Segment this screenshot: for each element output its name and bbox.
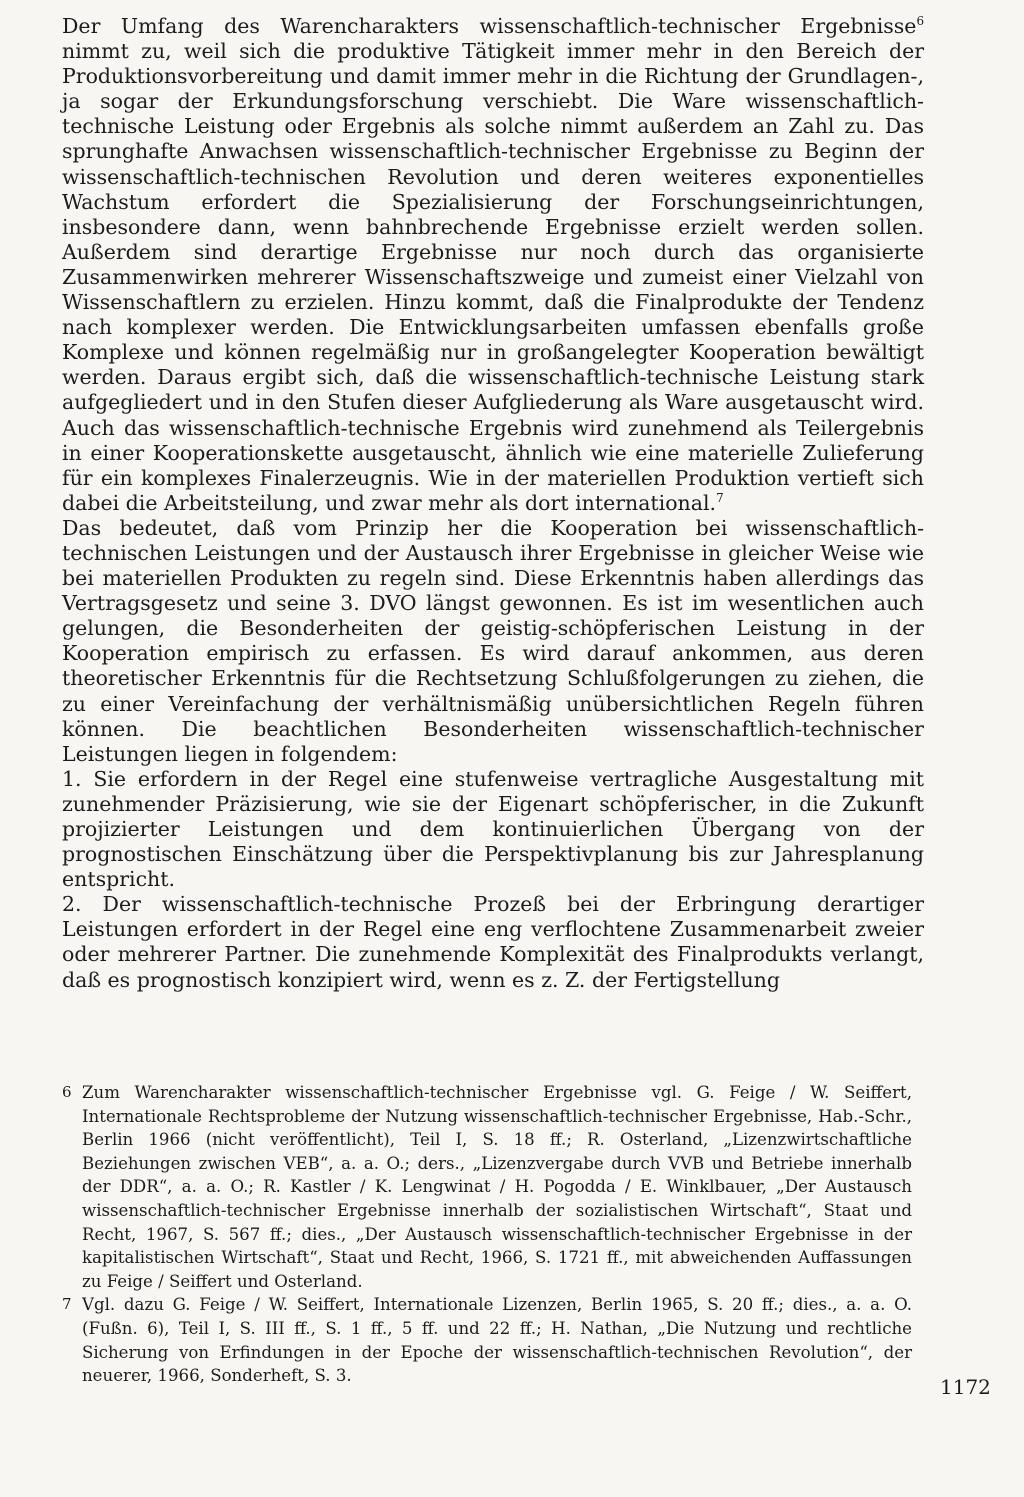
- paragraph-2: Das bedeutet, daß vom Prinzip her die Kooperation bei wissenschaftlich-technischen Leistungen und der Austausch ihrer Ergebnisse in gleicher Weise wie bei materiellen Produkten zu regeln sind. Diese Erkenntnis haben allerdings das Vertragsgesetz und seine 3. DVO längst gewonnen. Es ist im wesentlichen auch gelungen, die Besonderheiten der geistig-schöpferischen Leistung in der Kooperation empirisch zu erfassen. Es wird darauf ankommen, aus deren theoretischer Erkenntnis für die Rechtsetzung Schlußfolgerungen zu ziehen, die zu einer Vereinfachung der verhältnismäßig unübersichtlichen Regeln führen können. Die beachtlichen Besonderheiten wissenschaftlich-technischer Leistungen liegen in folgendem:: [62, 515, 924, 766]
- list-item-2: 2. Der wissenschaftlich-technische Prozeß bei der Erbringung derartiger Leistungen erfordert in der Regel eine eng verflochtene Zusammenarbeit zweier oder mehrerer Partner. Die zunehmende Komplexität des Finalprodukts verlangt, daß es prognostisch konzipiert wird, wenn es z. Z. der Fertigstellung: [62, 892, 924, 992]
- footnote-6: [62, 1081, 912, 1293]
- list-item-1: 1. Sie erfordern in der Regel eine stufenweise vertragliche Ausgestaltung mit zunehmender Präzisierung, wie sie der Eigenart schöpferischer, in die Zukunft projizierter Leistungen und dem kontinuierlichen Übergang von der prognostischen Einschätzung über die Perspektivplanung bis zur Jahresplanung entspricht.: [62, 766, 924, 892]
- footnote-7-mark: 7: [62, 1295, 72, 1314]
- footnote-6-mark: 6: [62, 1083, 72, 1101]
- footnote-ref-7[interactable]: 7: [716, 490, 724, 505]
- paragraph-1-text: Der Umfang des Warencharakters wissenschaftlich-technischer Ergebnisse: [62, 14, 917, 38]
- paragraph-1: [62, 14, 924, 516]
- footnote-7: [62, 1293, 912, 1387]
- main-text: [62, 14, 924, 993]
- footnote-ref-6[interactable]: 6: [916, 14, 924, 29]
- page-body: [62, 14, 924, 993]
- paragraph-1-rest: nimmt zu, weil sich die produktive Tätigkeit immer mehr in den Bereich der Produktionsvorbereitung und damit immer mehr in die Richtung der Grundlagen-, ja sogar der Erkundungsforschung verschiebt. Die Ware wissenschaftlich-technische Leistung oder Ergebnis als solche nimmt außerdem an Zahl zu. Das sprunghafte Anwachsen wissenschaftlich-technischer Ergebnisse zu Beginn der wissenschaftlich-technischen Revolution und deren weiteres exponentielles Wachstum erfordert die Spezialisierung der Forschungseinrichtungen, insbesondere dann, wenn bahnbrechende Ergebnisse erzielt werden sollen. Außerdem sind derartige Ergebnisse nur noch durch das organisierte Zusammenwirken mehrerer Wissenschaftszweige und zumeist einer Vielzahl von Wissenschaftlern zu erzielen. Hinzu kommt, daß die Finalprodukte der Tendenz nach komplexer werden. Die Entwicklungsarbeiten umfassen ebenfalls große Komplexe und können regelmäßig nur in großangelegter Kooperation bewältigt werden. Daraus ergibt sich, daß die wissenschaftlich-technische Leistung stark aufgegliedert und in den Stufen dieser Aufgliederung als Ware ausgetauscht wird. Auch das wissenschaftlich-technische Ergebnis wird zunehmend als Teilergebnis in einer Kooperationskette ausgetauscht, ähnlich wie eine materielle Zulieferung für ein komplexes Finalerzeugnis. Wie in der materiellen Produktion vertieft sich dabei die Arbeitsteilung, und zwar mehr als dort international.: [62, 39, 924, 515]
- page-number: 1172: [940, 1375, 991, 1399]
- footnotes: [62, 1081, 912, 1388]
- footnote-7-text: Vgl. dazu G. Feige / W. Seiffert, Internationale Lizenzen, Berlin 1965, S. 20 ff.; dies., a. a. O. (Fußn. 6), Teil I, S. III ff., S. 1 ff., 5 ff. und 22 ff.; H. Nathan, „Die Nutzung und rechtliche Sicherung von Erfindungen in der Epoche der wissenschaftlich-technischen Revolution“, der neuerer, 1966, Sonderheft, S. 3.: [82, 1295, 912, 1386]
- footnote-6-text: Zum Warencharakter wissenschaftlich-technischer Ergebnisse vgl. G. Feige / W. Seiffert, Internationale Rechtsprobleme der Nutzung wissenschaftlich-technischer Ergebnisse, Hab.-Schr., Berlin 1966 (nicht veröffentlicht), Teil I, S. 18 ff.; R. Osterland, „Lizenzwirtschaftliche Beziehungen zwischen VEB“, a. a. O.; ders., „Lizenzvergabe durch VVB und Betriebe innerhalb der DDR“, a. a. O.; R. Kastler / K. Lengwinat / H. Pogodda / E. Winklbauer, „Der Austausch wissenschaftlich-technischer Ergebnisse innerhalb der sozialistischen Wirtschaft“, Staat und Recht, 1967, S. 567 ff.; dies., „Der Austausch wissenschaftlich-technischer Ergebnisse in der kapitalistischen Wirtschaft“, Staat und Recht, 1966, S. 1721 ff., mit abweichenden Auffassungen zu Feige / Seiffert und Osterland.: [82, 1083, 912, 1291]
